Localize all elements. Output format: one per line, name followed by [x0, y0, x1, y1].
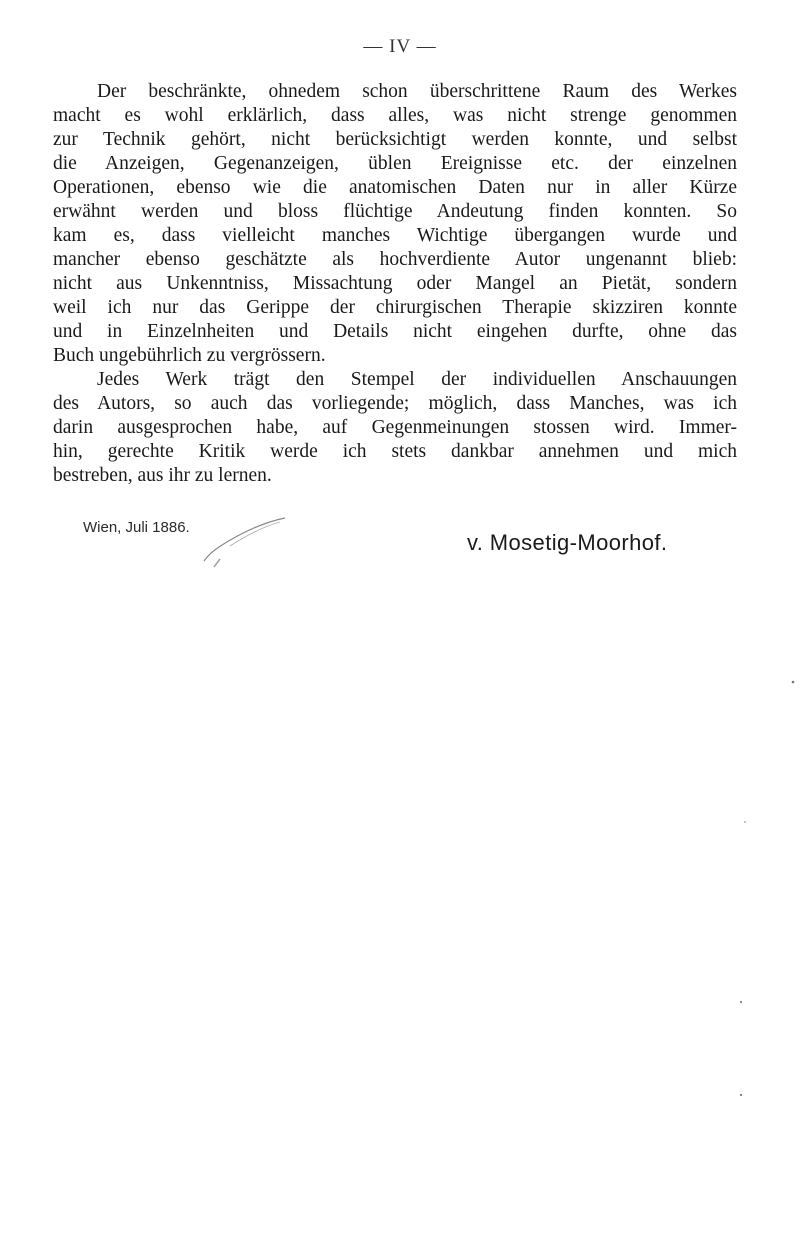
text-line: zur Technik gehört, nicht berücksichtigt werden konnte, und selbst [53, 129, 737, 150]
text-line: kam es, dass vielleicht manches Wichtige übergangen wurde und [53, 225, 737, 246]
text-line: hin, gerechte Kritik werde ich stets dankbar annehmen und mich [53, 441, 737, 462]
text-line: erwähnt werden und bloss flüchtige Andeutung finden konnten. So [53, 201, 737, 222]
text-line: mancher ebenso geschätzte als hochverdiente Autor ungenannt blieb: [53, 249, 737, 270]
text-line: und in Einzelnheiten und Details nicht eingehen durfte, ohne das [53, 321, 737, 342]
text-line: bestreben, aus ihr zu lernen. [53, 465, 272, 486]
text-line: darin ausgesprochen habe, auf Gegenmeinungen stossen wird. Immer- [53, 417, 737, 438]
text-line: Der beschränkte, ohnedem schon überschrittene Raum des Werkes [97, 81, 737, 102]
text-line: nicht aus Unkenntniss, Missachtung oder Mangel an Pietät, sondern [53, 273, 737, 294]
text-line: Operationen, ebenso wie die anatomischen Daten nur in aller Kürze [53, 177, 737, 198]
signature: v. Mosetig-Moorhof. [467, 530, 668, 555]
text-line: Buch ungebührlich zu vergrössern. [53, 345, 326, 366]
page-header: — IV — [363, 36, 437, 57]
text-line: des Autors, so auch das vorliegende; möglich, dass Manches, was ich [53, 393, 737, 414]
dateline: Wien, Juli 1886. [83, 519, 190, 536]
text-line: die Anzeigen, Gegenanzeigen, üblen Ereignisse etc. der einzelnen [53, 153, 737, 174]
text-line: macht es wohl erklärlich, dass alles, was nicht strenge genommen [53, 105, 737, 126]
text-line: Jedes Werk trägt den Stempel der individuellen Anschauungen [97, 369, 737, 390]
text-line: weil ich nur das Gerippe der chirurgischen Therapie skizziren konnte [53, 297, 737, 318]
